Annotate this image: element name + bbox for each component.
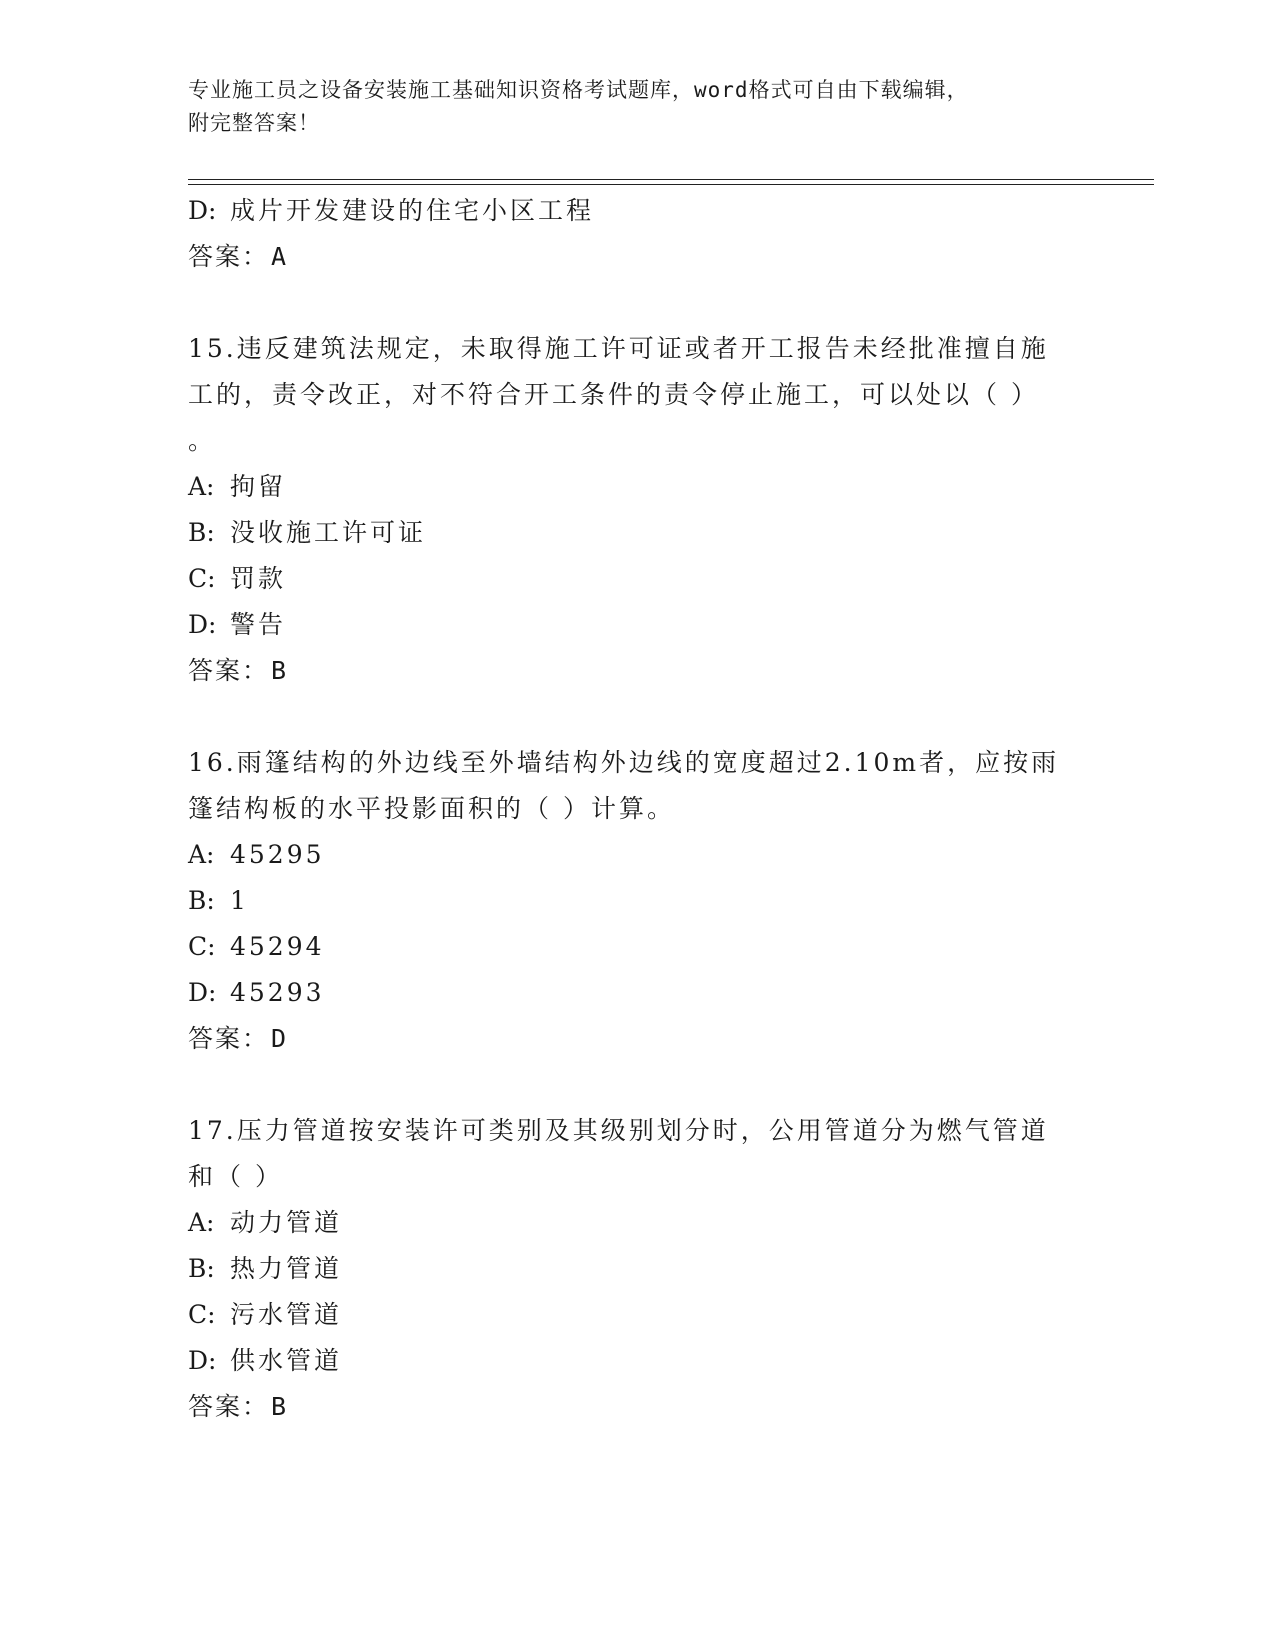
spacer: [188, 1062, 1078, 1108]
option-text: 供水管道: [230, 1346, 343, 1375]
option-text: 罚款: [230, 564, 287, 593]
header-divider-top: [188, 179, 1154, 180]
option-text: 警告: [230, 610, 287, 639]
option-c: C: 45294: [188, 932, 325, 961]
prev-answer: [188, 234, 1078, 280]
option-d: D: 45293: [188, 978, 325, 1007]
option-a: A: 45295: [188, 840, 325, 869]
question-text-line-2: 和（ ）: [188, 1162, 283, 1191]
option-text: 拘留: [230, 472, 287, 501]
question-text-line-1: 17.压力管道按安装许可类别及其级别划分时，公用管道分为燃气管道: [188, 1116, 1049, 1145]
question-16: [188, 740, 1078, 1062]
header-line-2: 附完整答案！: [188, 111, 320, 135]
answer-value: A: [271, 242, 289, 271]
question-text-line-1: 16.雨篷结构的外边线至外墙结构外边线的宽度超过2.10m者，应按雨: [188, 748, 1060, 777]
prev-option-d: D: 成片开发建设的住宅小区工程: [188, 196, 595, 225]
option-a: A: 动力管道: [188, 1208, 343, 1237]
option-text: 热力管道: [230, 1254, 343, 1283]
answer-label: 答案：: [188, 656, 270, 685]
option-d: D: 警告: [188, 610, 287, 639]
question-text-line-3: 。: [188, 426, 217, 455]
answer: [188, 1016, 1078, 1062]
question-17: [188, 1108, 1078, 1430]
option-b: B: 1: [188, 886, 249, 915]
option-text: 45293: [230, 978, 325, 1007]
option-a: A: 拘留: [188, 472, 287, 501]
option-text: 45295: [230, 840, 325, 869]
answer-label: 答案：: [188, 242, 270, 271]
question-text-line-1: 15.违反建筑法规定，未取得施工许可证或者开工报告未经批准擅自施: [188, 334, 1049, 363]
option-text: 污水管道: [230, 1300, 343, 1329]
header-divider-bottom: [188, 184, 1154, 185]
option-text: 45294: [230, 932, 325, 961]
option-b: B: 热力管道: [188, 1254, 343, 1283]
option-text: 没收施工许可证: [230, 518, 427, 547]
document-header: [188, 74, 1088, 140]
option-text: 动力管道: [230, 1208, 343, 1237]
answer-label: 答案：: [188, 1392, 270, 1421]
question-15: [188, 326, 1078, 694]
answer-value: B: [271, 1392, 289, 1421]
answer-value: D: [271, 1024, 289, 1053]
question-content: [188, 188, 1078, 1430]
prev-option-d-text: 成片开发建设的住宅小区工程: [230, 196, 595, 225]
option-text: 1: [230, 886, 249, 915]
spacer: [188, 280, 1078, 326]
answer: [188, 1384, 1078, 1430]
option-c: C: 罚款: [188, 564, 287, 593]
question-text-line-2: 篷结构板的水平投影面积的（ ）计算。: [188, 794, 675, 823]
question-text-line-2: 工的，责令改正，对不符合开工条件的责令停止施工，可以处以（ ）: [188, 380, 1039, 409]
answer-value: B: [271, 656, 289, 685]
answer-label: 答案：: [188, 1024, 270, 1053]
spacer: [188, 694, 1078, 740]
option-d: D: 供水管道: [188, 1346, 343, 1375]
option-c: C: 污水管道: [188, 1300, 343, 1329]
header-line-1: 专业施工员之设备安装施工基础知识资格考试题库，word格式可自由下载编辑，: [188, 78, 969, 102]
answer: [188, 648, 1078, 694]
option-b: B: 没收施工许可证: [188, 518, 427, 547]
